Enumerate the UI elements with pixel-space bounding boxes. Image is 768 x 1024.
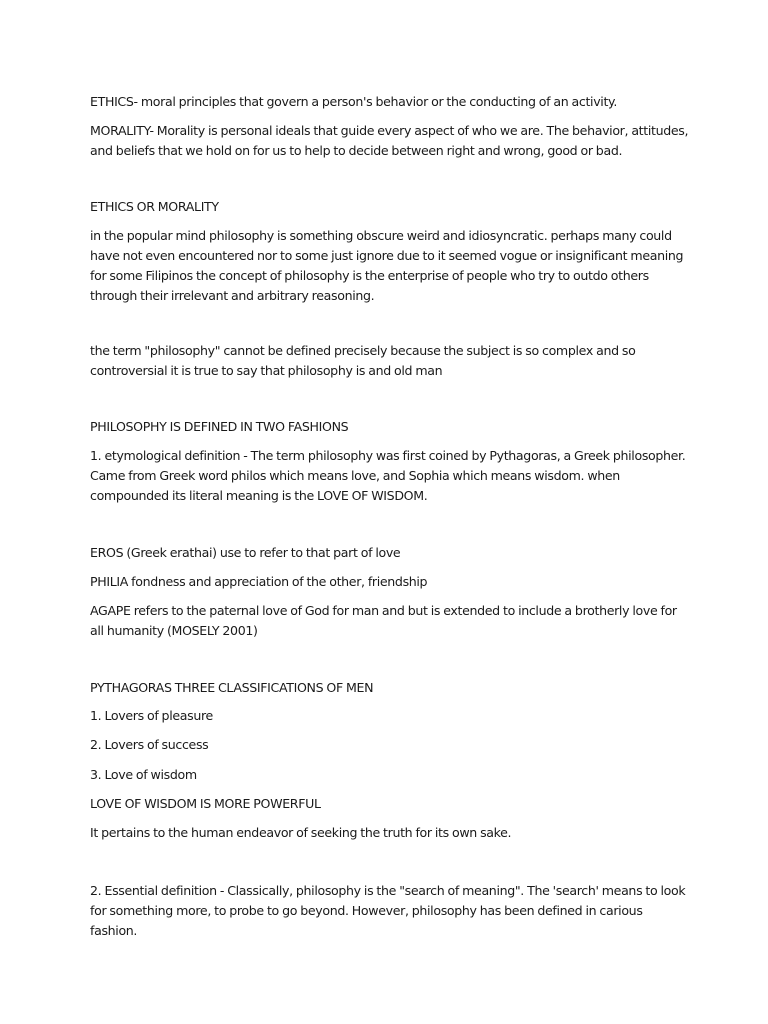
essential-definition: 2. Essential definition - Classically, philosophy is the "search of meaning". The 'search' means to look for something more, to probe to go beyond. However, philosophy has been defined in carious fashion. <box>90 883 686 938</box>
etymological-definition: 1. etymological definition - The term philosophy was first coined by Pythagoras, a Greek philosopher. Came from Greek word philos which means love, and Sophia which means wisdom. when compounded its literal meaning is the LOVE OF WISDOM. <box>90 448 686 503</box>
philia-line: PHILIA fondness and appreciation of the other, friendship <box>90 574 428 589</box>
pertains-line: It pertains to the human endeavor of seeking the truth for its own sake. <box>90 825 512 840</box>
two-fashions-heading: PHILOSOPHY IS DEFINED IN TWO FASHIONS <box>90 419 349 434</box>
ethics-or-morality-heading: ETHICS OR MORALITY <box>90 199 219 214</box>
love-of-wisdom-heading: LOVE OF WISDOM IS MORE POWERFUL <box>90 796 321 811</box>
term-philosophy-paragraph: the term "philosophy" cannot be defined precisely because the subject is so complex and so controversial it is true to say that philosophy is and old man <box>90 343 636 378</box>
list-item: 1. Lovers of pleasure <box>90 708 213 723</box>
ethics-definition: ETHICS- moral principles that govern a person's behavior or the conducting of an activity. <box>90 94 617 109</box>
list-item: 2. Lovers of success <box>90 737 209 752</box>
popular-mind-paragraph: in the popular mind philosophy is something obscure weird and idiosyncratic. perhaps many could have not even encountered nor to some just ignore due to it seemed vogue or insignificant meaning for some Filipinos the concept of philosophy is the enterprise of people who try to outdo others through their irrelevant and arbitrary reasoning. <box>90 228 684 303</box>
agape-paragraph: AGAPE refers to the paternal love of God for man and but is extended to include a brotherly love for all humanity (MOSELY 2001) <box>90 603 677 638</box>
classifications-heading: PYTHAGORAS THREE CLASSIFICATIONS OF MEN <box>90 680 374 695</box>
eros-line: EROS (Greek erathai) use to refer to that part of love <box>90 545 401 560</box>
list-item: 3. Love of wisdom <box>90 767 197 782</box>
morality-definition: MORALITY- Morality is personal ideals that guide every aspect of who we are. The behavior, attitudes, and beliefs that we hold on for us to help to decide between right and wrong, good or bad. <box>90 123 689 158</box>
